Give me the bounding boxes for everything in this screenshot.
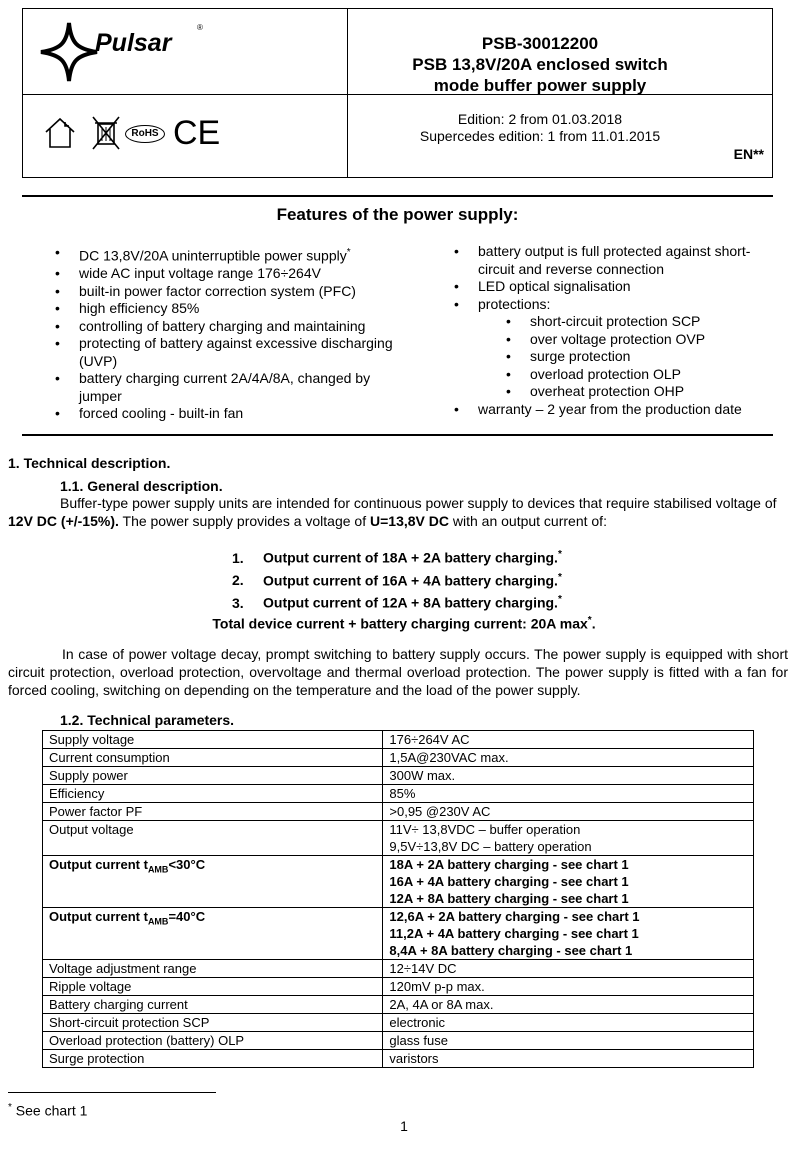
feature-item: • protecting of battery against excessive discharging (UVP) — [55, 335, 400, 370]
top-rule — [22, 195, 773, 197]
ce-mark-icon: CE — [173, 114, 221, 152]
total-current-line: Total device current + battery charging current: 20A max*. — [212, 615, 596, 632]
feature-item: • DC 13,8V/20A uninterruptible power supply* — [55, 244, 400, 265]
param-name: Short-circuit protection SCP — [43, 1014, 383, 1032]
param-value: 2A, 4A or 8A max. — [383, 996, 754, 1014]
supersedes-text: Supercedes edition: 1 from 11.01.2015 — [419, 128, 661, 144]
section-1-1-title: 1.1. General description. — [60, 478, 223, 494]
param-name: Output current $t_{AMB}=40^\circ C$ — [43, 908, 383, 960]
output-item: 3. Output current of 12A + 8A battery charging.* — [232, 594, 562, 611]
title-line-2: mode buffer power supply — [433, 76, 647, 95]
model-number: PSB-30012200 — [481, 34, 599, 53]
feature-item: • battery output is full protected against short-circuit and reverse connection — [454, 243, 774, 278]
params-body — [43, 731, 754, 1068]
general-description-paragraph: Buffer-type power supply units are intended for continuous power supply to devices that require stabilised voltage of 12V DC (+/-15%). The power supply provides a voltage of U=13,8V DC with an output current of: — [8, 495, 777, 529]
feature-item: • battery charging current 2A/4A/8A, changed by jumper — [55, 370, 400, 405]
protection-item: • surge protection — [506, 348, 774, 366]
section-1-title: 1. Technical description. — [8, 455, 171, 471]
param-row — [43, 1014, 754, 1032]
pulsar-logo — [39, 21, 219, 81]
technical-parameters-table — [42, 730, 754, 1068]
param-name: Output voltage — [43, 821, 383, 856]
param-value: 176÷264V AC — [383, 731, 754, 749]
feature-item: • controlling of battery charging and maintaining — [55, 318, 400, 336]
certification-icons — [43, 115, 243, 155]
feature-item: • warranty – 2 year from the production date — [454, 401, 774, 419]
param-row — [43, 978, 754, 996]
output-item: 1. Output current of 18A + 2A battery charging.* — [232, 549, 562, 566]
feature-item: • LED optical signalisation — [454, 278, 774, 296]
param-name: Surge protection — [43, 1050, 383, 1068]
section-1-2-title: 1.2. Technical parameters. — [60, 712, 235, 728]
param-row — [43, 996, 754, 1014]
feature-item: • wide AC input voltage range 176÷264V — [55, 265, 400, 283]
weee-crossed-bin-icon — [91, 115, 121, 151]
param-value: 300W max. — [383, 767, 754, 785]
param-value: >0,95 @230V AC — [383, 803, 754, 821]
registered-mark: ® — [197, 23, 203, 32]
param-value: electronic — [383, 1014, 754, 1032]
output-current-list — [232, 545, 632, 613]
brand-name: Pulsar — [95, 29, 172, 57]
param-value: varistors — [383, 1050, 754, 1068]
features-right-list — [454, 243, 774, 418]
param-row — [43, 856, 754, 908]
features-left-list — [55, 244, 400, 423]
output-item: 2. Output current of 16A + 4A battery charging.* — [232, 571, 562, 589]
param-name: Output current $t_{AMB}<30^\circ C$ — [43, 856, 383, 908]
protections-list — [506, 313, 774, 401]
edition-block — [347, 111, 733, 145]
protection-item: • overheat protection OHP — [506, 383, 774, 401]
param-value: 12,6A + 2A battery charging - see chart 1 11,2A + 4A battery charging - see chart 1 8,4A + 8A battery charging - see chart 1 — [383, 908, 754, 960]
param-name: Current consumption — [43, 749, 383, 767]
protection-item: • overload protection OLP — [506, 366, 774, 384]
edition-text: Edition: 2 from 01.03.2018 — [457, 111, 623, 127]
param-name: Overload protection (battery) OLP — [43, 1032, 383, 1050]
feature-item: • built-in power factor correction system (PFC) — [55, 283, 400, 301]
title-block — [347, 33, 733, 96]
operation-paragraph: In case of power voltage decay, prompt switching to battery supply occurs. The power supply is equipped with short circuit protection, overload protection, overvoltage and thermal overload protection. The power supply is fitted with a fan for forced cooling, switching on depending on the temperature and the load of the power supply. — [8, 646, 788, 698]
title-line-1: PSB 13,8V/20A enclosed switch — [412, 55, 668, 74]
features-heading: Features of the power supply: — [276, 205, 519, 224]
rohs-icon: RoHS — [125, 125, 165, 143]
param-name: Efficiency — [43, 785, 383, 803]
pulsar-star-icon — [39, 21, 99, 83]
param-name: Supply voltage — [43, 731, 383, 749]
protection-item: • short-circuit protection SCP — [506, 313, 774, 331]
param-value: 18A + 2A battery charging - see chart 1 16A + 4A battery charging - see chart 1 12A + 8A battery charging - see chart 1 — [383, 856, 754, 908]
param-name: Power factor PF — [43, 803, 383, 821]
param-value: 11V÷ 13,8VDC – buffer operation 9,5V÷13,8V DC – battery operation — [383, 821, 754, 856]
param-row — [43, 731, 754, 749]
param-row — [43, 767, 754, 785]
feature-item: • high efficiency 85% — [55, 300, 400, 318]
protection-item: • over voltage protection OVP — [506, 331, 774, 349]
param-value: 12÷14V DC — [383, 960, 754, 978]
param-row — [43, 960, 754, 978]
param-value: glass fuse — [383, 1032, 754, 1050]
param-value: 120mV p-p max. — [383, 978, 754, 996]
param-row — [43, 1032, 754, 1050]
param-row — [43, 821, 754, 856]
param-row — [43, 908, 754, 960]
document-header — [22, 8, 773, 178]
param-value: 1,5A@230VAC max. — [383, 749, 754, 767]
page-number: 1 — [400, 1118, 408, 1134]
features-bottom-rule — [22, 434, 773, 436]
param-row — [43, 749, 754, 767]
param-name: Ripple voltage — [43, 978, 383, 996]
param-row — [43, 785, 754, 803]
param-row — [43, 803, 754, 821]
indoor-house-icon — [43, 117, 77, 149]
feature-item: • protections: • short-circuit protection SCP • over voltage protection OVP • surge protection • overload protection OLP • overheat protection OHP — [454, 296, 774, 401]
param-row — [43, 1050, 754, 1068]
footnote: * See chart 1 — [8, 1102, 88, 1119]
param-name: Voltage adjustment range — [43, 960, 383, 978]
feature-item: • forced cooling - built-in fan — [55, 405, 400, 423]
param-name: Battery charging current — [43, 996, 383, 1014]
language-code: EN** — [733, 146, 764, 162]
param-value: 85% — [383, 785, 754, 803]
param-name: Supply power — [43, 767, 383, 785]
footnote-rule — [8, 1092, 216, 1093]
